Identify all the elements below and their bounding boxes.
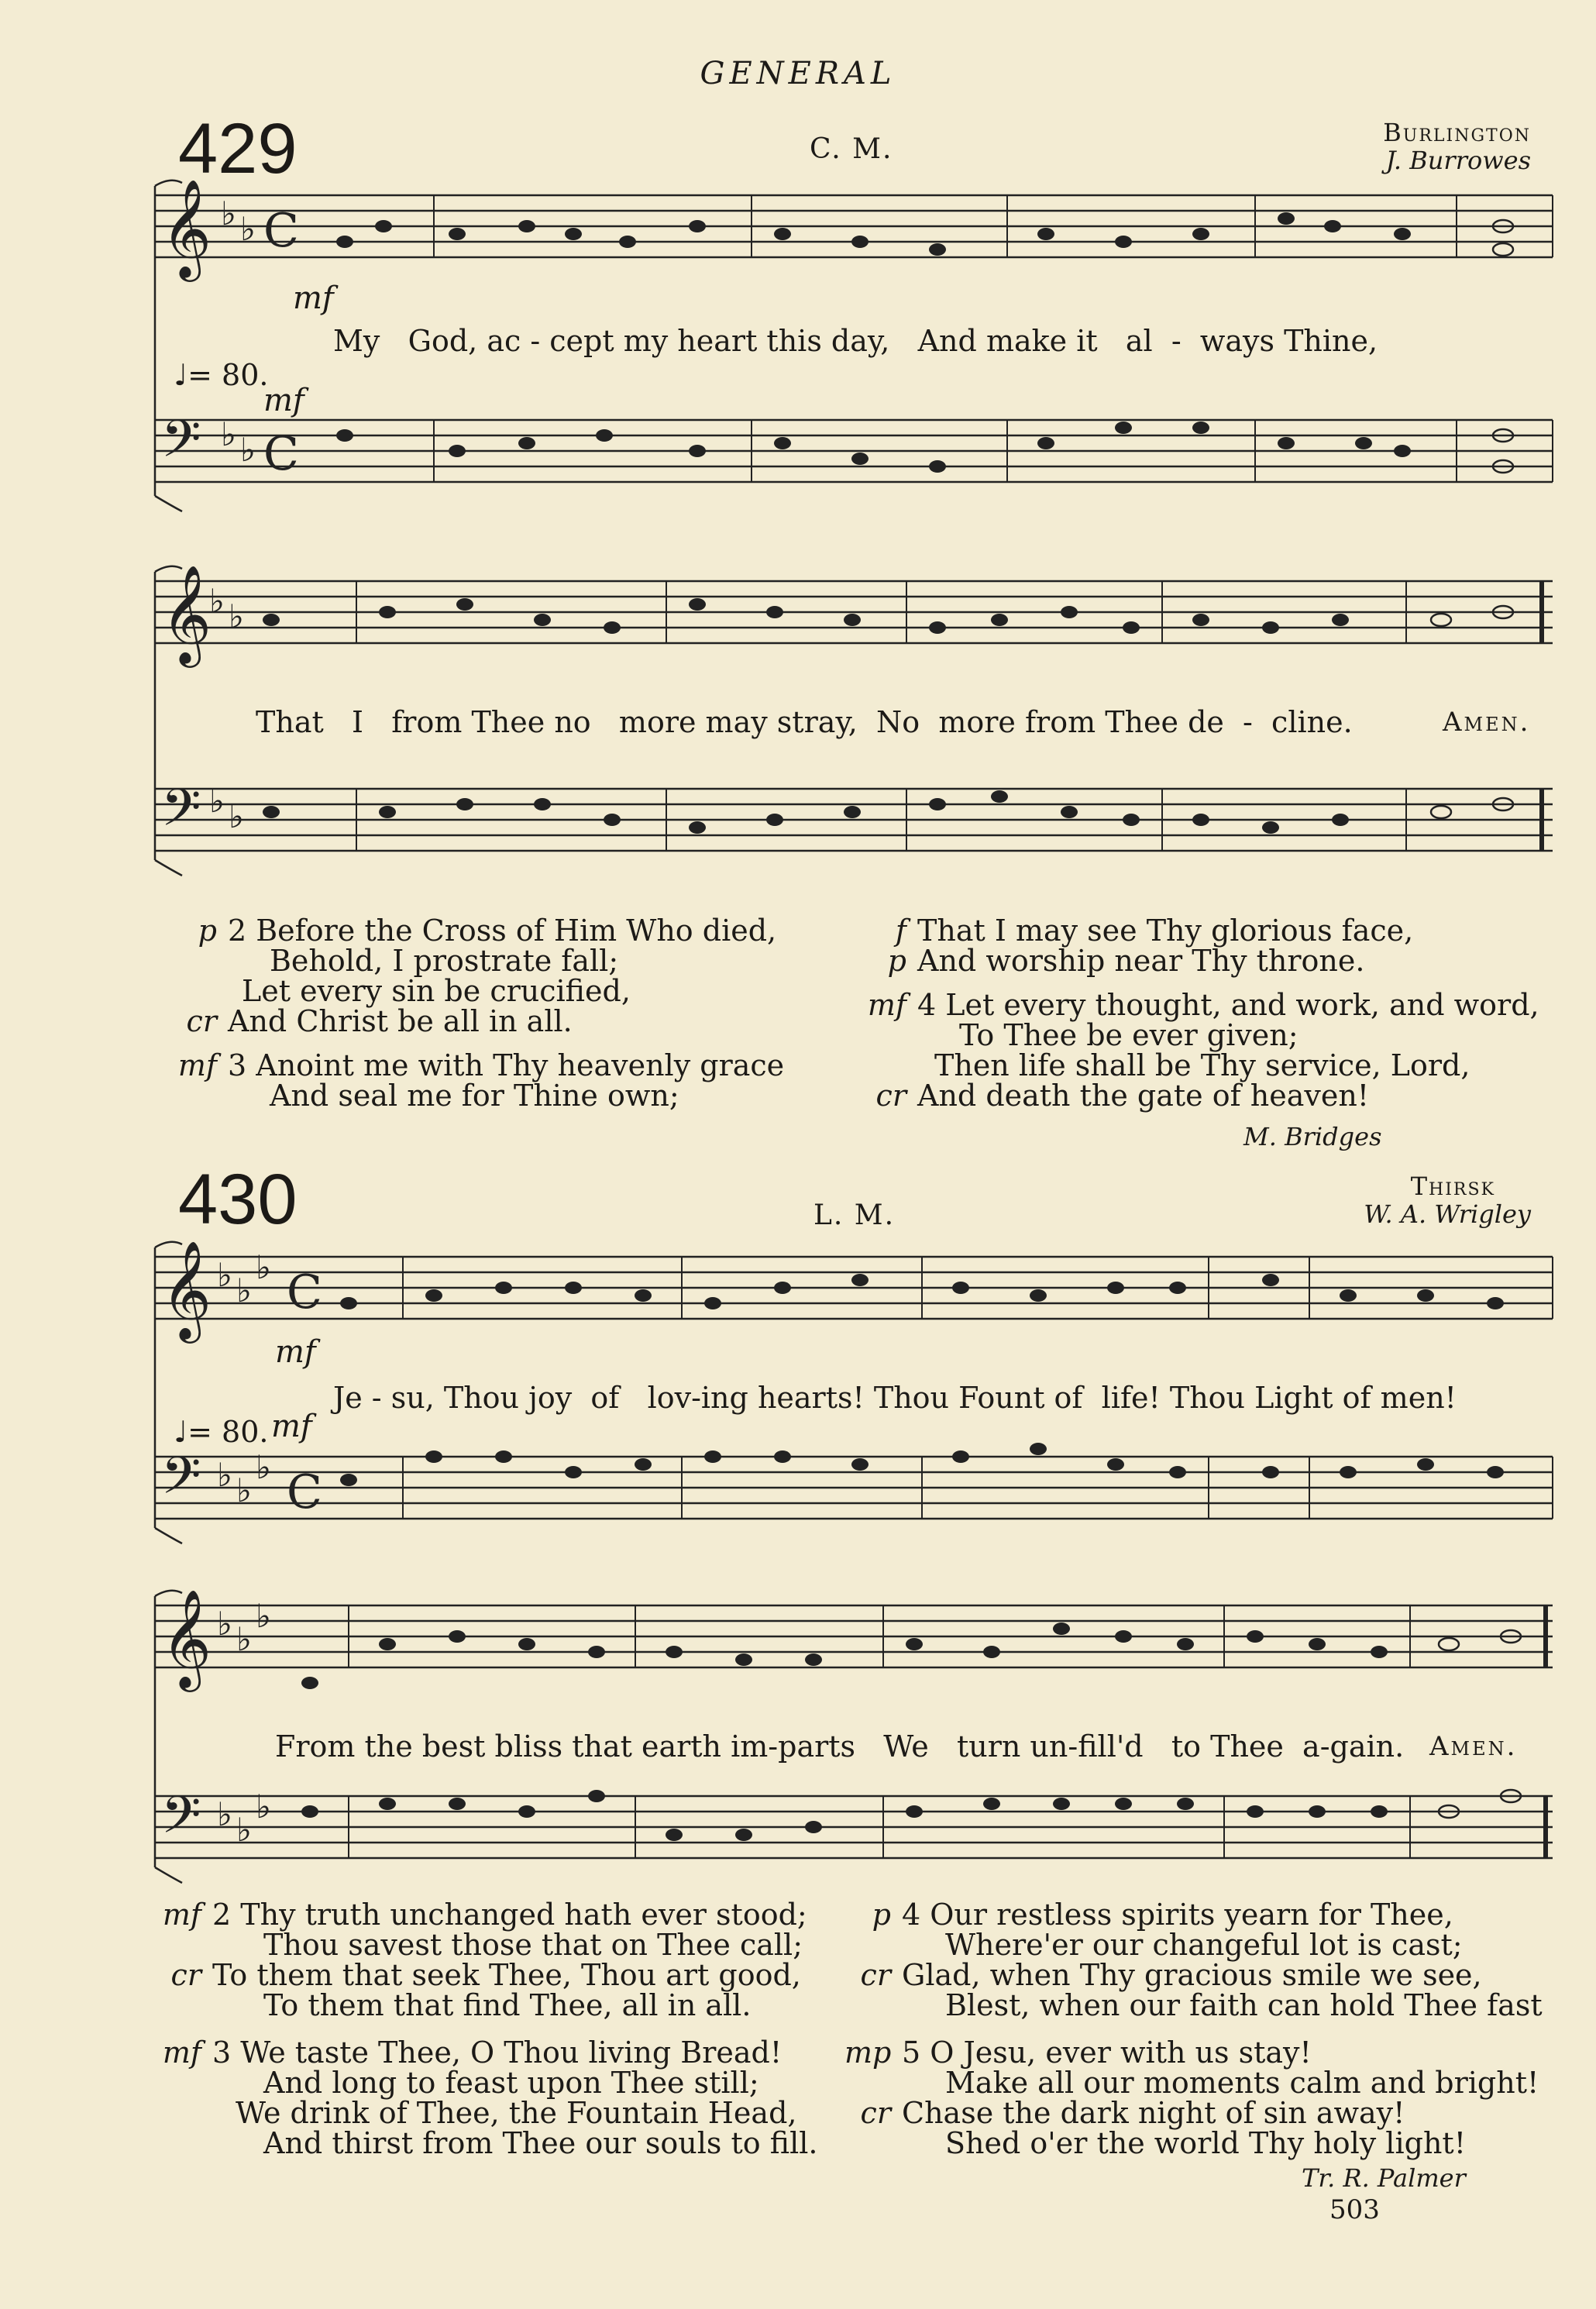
svg-text:𝄞: 𝄞	[161, 1588, 212, 1688]
verse-column-left	[155, 1900, 817, 2159]
svg-text:♭: ♭	[256, 1597, 271, 1635]
dynamic-marking: cr	[170, 1958, 201, 1992]
hymn-meter: L. M.	[813, 1199, 896, 1231]
svg-text:♭: ♭	[217, 1605, 232, 1643]
svg-text:♭: ♭	[217, 1256, 232, 1294]
dynamic-marking: p	[887, 944, 906, 978]
svg-text:𝄢: 𝄢	[161, 1785, 201, 1857]
dynamic-marking: cr	[186, 1004, 217, 1038]
verse-text: That I may see Thy glorious face,	[917, 914, 1414, 948]
svg-text:♭: ♭	[236, 1620, 252, 1658]
svg-text:C: C	[263, 204, 299, 258]
lyrics-line: Je - su, Thou joy of lov-ing hearts! Thou Fount of life! Thou Light of men!	[333, 1381, 1457, 1415]
section-header: GENERAL	[700, 56, 896, 91]
dynamic-marking: mf	[867, 988, 906, 1022]
verse-text: Chase the dark night of sin away!	[902, 2096, 1405, 2130]
page-number: 503	[1329, 2194, 1380, 2225]
verse-line: And seal me for Thine own;	[270, 1079, 679, 1113]
verse-line: Blest, when our faith can hold Thee fast	[945, 1988, 1543, 2022]
verse-line	[844, 1900, 1543, 1930]
svg-text:♭: ♭	[229, 797, 244, 835]
tempo-value: = 80.	[187, 1415, 269, 1449]
verse-line	[155, 1960, 817, 1991]
svg-text:C: C	[287, 1465, 322, 1519]
svg-text:𝄞: 𝄞	[161, 564, 212, 663]
svg-text:𝄢: 𝄢	[161, 778, 201, 850]
verse-line	[844, 1960, 1543, 1991]
verse-text: 3 We taste Thee, O Thou living Bread!	[212, 2035, 783, 2070]
verse-text: 2 Thy truth unchanged hath ever stood;	[212, 1898, 807, 1932]
svg-text:C: C	[263, 427, 299, 481]
svg-text:♭: ♭	[229, 597, 244, 635]
dynamic-marking: mf	[162, 1898, 201, 1932]
tempo-value: = 80.	[187, 358, 269, 392]
amen-label: Amen.	[1443, 707, 1531, 738]
composer-name: J. Burrowes	[1385, 146, 1531, 175]
quarter-note-icon: ♩	[174, 1415, 188, 1449]
verse-line: Make all our moments calm and bright!	[945, 2066, 1539, 2100]
verse-line: Where'er our changeful lot is cast;	[945, 1928, 1463, 1962]
svg-text:♭: ♭	[217, 1456, 232, 1494]
author-name: M. Bridges	[1243, 1122, 1382, 1151]
verse-text: 2 Before the Cross of Him Who died,	[228, 914, 777, 948]
svg-text:♭: ♭	[217, 1795, 232, 1833]
svg-text:♭: ♭	[221, 415, 236, 453]
lyrics-line: That I from Thee no more may stray, No more from Thee de - cline.	[256, 705, 1353, 739]
hymn-meter: C. M.	[810, 133, 893, 165]
tune-name: Burlington	[1383, 118, 1531, 147]
hymn-number: 430	[178, 1160, 298, 1239]
svg-text:𝄢: 𝄢	[161, 409, 201, 481]
verse-line: Behold, I prostrate fall;	[270, 944, 619, 978]
verse-line: To Thee be ever given;	[959, 1018, 1298, 1052]
verse-line: Shed o'er the world Thy holy light!	[945, 2126, 1466, 2160]
verse-text: 3 Anoint me with Thy heavenly grace	[228, 1048, 785, 1082]
dynamic-marking: p	[198, 914, 217, 948]
verse-line: Then life shall be Thy service, Lord,	[934, 1048, 1470, 1082]
verse-text: To them that seek Thee, Thou art good,	[212, 1958, 801, 1992]
verse-line: And long to feast upon Thee still;	[263, 2066, 759, 2100]
dynamic-marking: mp	[844, 2035, 892, 2070]
svg-text:♭: ♭	[221, 194, 236, 232]
verse-text: 4 Let every thought, and work, and word,	[917, 988, 1539, 1022]
dynamic-marking: p	[872, 1898, 891, 1932]
svg-text:♭: ♭	[236, 1811, 252, 1849]
verse-line	[155, 1900, 817, 1930]
verse-text: And Christ be all in all.	[228, 1004, 573, 1038]
hymn-number: 429	[178, 109, 298, 188]
svg-text:♭: ♭	[256, 1788, 271, 1826]
quarter-note-icon: ♩	[174, 358, 188, 392]
verse-text: And death the gate of heaven!	[917, 1079, 1370, 1113]
lyrics-line: My God, ac - cept my heart this day, And make it al - ways Thine,	[333, 324, 1378, 358]
dynamic-marking: mf	[293, 280, 334, 316]
svg-text:♭: ♭	[256, 1448, 271, 1486]
svg-text:𝄢: 𝄢	[161, 1446, 201, 1518]
dynamic-marking: mf	[162, 2035, 201, 2070]
svg-text:♭: ♭	[256, 1248, 271, 1286]
verse-line: To them that find Thee, all in all.	[263, 1988, 752, 2022]
dynamic-marking: mf	[263, 383, 304, 418]
amen-label: Amen.	[1429, 1731, 1518, 1762]
svg-text:♭: ♭	[240, 431, 256, 469]
dynamic-marking: cr	[860, 2096, 891, 2130]
dynamic-marking: f	[895, 914, 906, 948]
verse-line	[844, 2035, 1543, 2070]
verse-line: We drink of Thee, the Fountain Head,	[236, 2096, 797, 2130]
svg-text:♭: ♭	[209, 582, 225, 620]
dynamic-marking: cr	[875, 1079, 906, 1113]
composer-name: W. A. Wrigley	[1364, 1199, 1531, 1229]
dynamic-marking: mf	[177, 1048, 217, 1082]
svg-text:♭: ♭	[240, 210, 256, 248]
verse-text: 5 O Jesu, ever with us stay!	[902, 2035, 1312, 2070]
tune-name: Thirsk	[1410, 1172, 1495, 1201]
verse-line: Let every sin be crucified,	[242, 974, 631, 1008]
verse-line: And thirst from Thee our souls to fill.	[263, 2126, 818, 2160]
author-name: Tr. R. Palmer	[1302, 2163, 1466, 2193]
svg-text:♭: ♭	[236, 1471, 252, 1509]
verse-column-right	[844, 1900, 1543, 2159]
svg-text:𝄞: 𝄞	[161, 1240, 212, 1339]
dynamic-marking: mf	[275, 1334, 316, 1370]
svg-text:C: C	[287, 1265, 322, 1320]
verse-line	[844, 2098, 1543, 2128]
verse-text: 4 Our restless spirits yearn for Thee,	[902, 1898, 1453, 1932]
svg-text:𝄞: 𝄞	[161, 178, 212, 277]
dynamic-marking: mf	[271, 1409, 312, 1444]
verse-text: And worship near Thy throne.	[917, 944, 1365, 978]
dynamic-marking: cr	[860, 1958, 891, 1992]
lyrics-line: From the best bliss that earth im-parts We turn un-fill'd to Thee a-gain.	[275, 1729, 1405, 1764]
verse-line: Thou savest those that on Thee call;	[263, 1928, 803, 1962]
svg-text:♭: ♭	[209, 782, 225, 820]
verse-text: Glad, when Thy gracious smile we see,	[902, 1958, 1482, 1992]
svg-text:♭: ♭	[236, 1271, 252, 1309]
verse-line	[155, 2035, 817, 2070]
